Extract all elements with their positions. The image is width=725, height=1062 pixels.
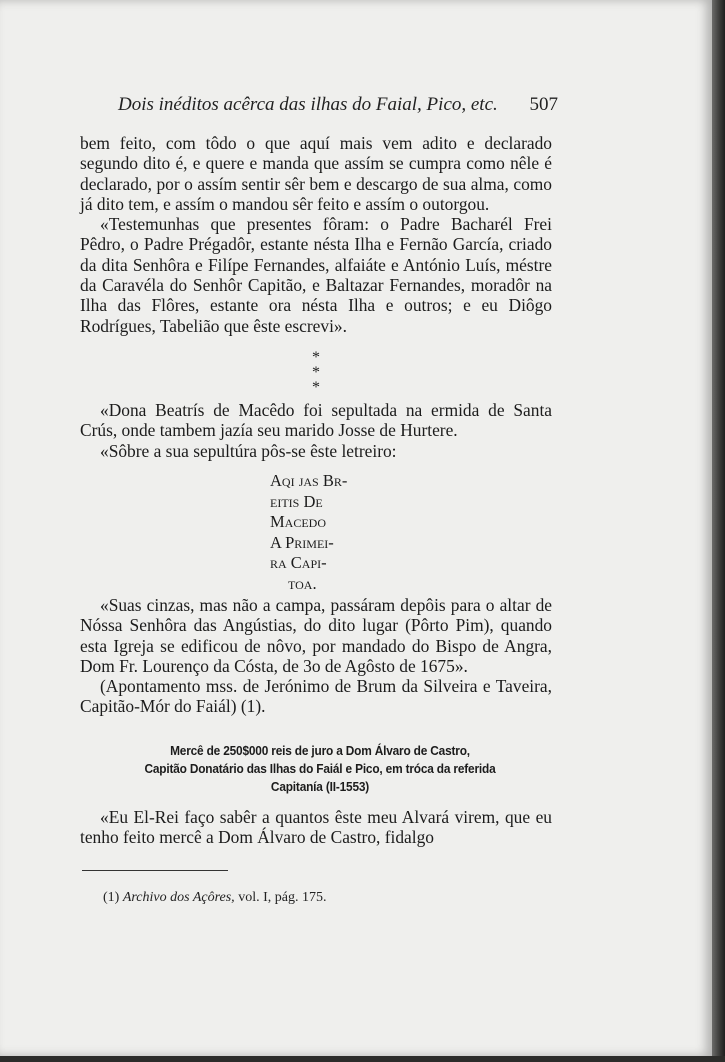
paragraph: «Eu El-Rei faço sabêr a quantos êste meu Alvará virem, que eu tenho feito mercê a Dom Álvaro de Castro, fidalgo [80,807,552,848]
epitaph-line: eitis De [270,491,323,511]
epitaph-line: A Primei- [270,532,334,552]
running-header [118,94,558,116]
footnote-title: Archivo dos Açôres, [122,890,235,905]
paragraph: «Testemunhas que presentes fôram: o Padre Bacharél Frei Pêdro, o Padre Prégadôr, estante nésta Ilha e Fernão García, criado da dita Senhôra e Filípe Fernandes, alfaiáte e António Luís, méstre da Caravéla do Senhôr Capitão, e Baltazar Fernandes, moradôr na Ilha das Flôres, estante ora nésta Ilha e outros; e eu Diôgo Rodrígues, Tabelião que êste escrevi». [80,214,552,336]
book-edge-bottom [0,1056,725,1062]
paragraph: «Sôbre a sua sepultúra pôs-se êste letreiro: [100,440,397,461]
running-title: Dois inéditos acêrca das ilhas do Faial, Pico, etc. [118,94,498,115]
paragraph: «Suas cinzas, mas não a campa, passáram depôis para o altar de Nóssa Senhôra das Angústias, do dito lugar (Pôrto Pim), quando esta Igreja se edificou de nôvo, por mandado do Bispo de Angra, Dom Fr. Lourenço da Cósta, de 3o de Agôsto de 1675». [80,595,552,676]
epitaph-line: toa. [288,573,317,593]
footnote-marker: (1) [103,890,120,905]
book-edge-right [712,0,725,1062]
section-title-line: Mercê de 250$000 reis de juro a Dom Álvaro de Castro, [170,743,470,758]
paragraph: «Dona Beatrís de Macêdo foi sepultada na ermida de Santa Crús, onde tambem jazía seu marido Josse de Hurtere. [80,400,552,441]
section-title-line: Capitão Donatário das Ilhas do Faiál e Pico, em tróca da referida [144,761,496,776]
section-title [122,742,518,796]
paragraph: bem feito, com tôdo o que aquí mais vem adito e declarado segundo dito é, e quere e manda que assím se cumpra como nêle é declarado, por o assím sentir sêr bem e descargo de sua alma, como já dito tem, e assím o mandou sêr feito e assím o outorgou. [80,133,552,214]
section-stars [300,350,340,395]
epitaph-inscription [270,471,390,594]
footnote [103,890,543,906]
body-block-lower [80,595,552,717]
page-number: 507 [529,94,558,115]
paragraph: (Apontamento mss. de Jerónimo de Brum da Silveira e Taveira, Capitão-Mór do Faiál) (1). [80,676,552,717]
body-block-middle [80,400,552,461]
epitaph-line: ra Capi- [270,553,327,572]
epitaph-line: Aqi jas Br- [270,471,348,490]
body-block-bottom [80,807,552,848]
footnote-rule [82,870,228,871]
footnote-reference: vol. I, pág. 175. [238,890,327,905]
section-title-line: Capitanía (II-1553) [270,779,370,794]
stars-ornament: * * * [312,349,328,396]
body-block-top [80,133,552,336]
epitaph-line: Macedo [270,512,327,531]
